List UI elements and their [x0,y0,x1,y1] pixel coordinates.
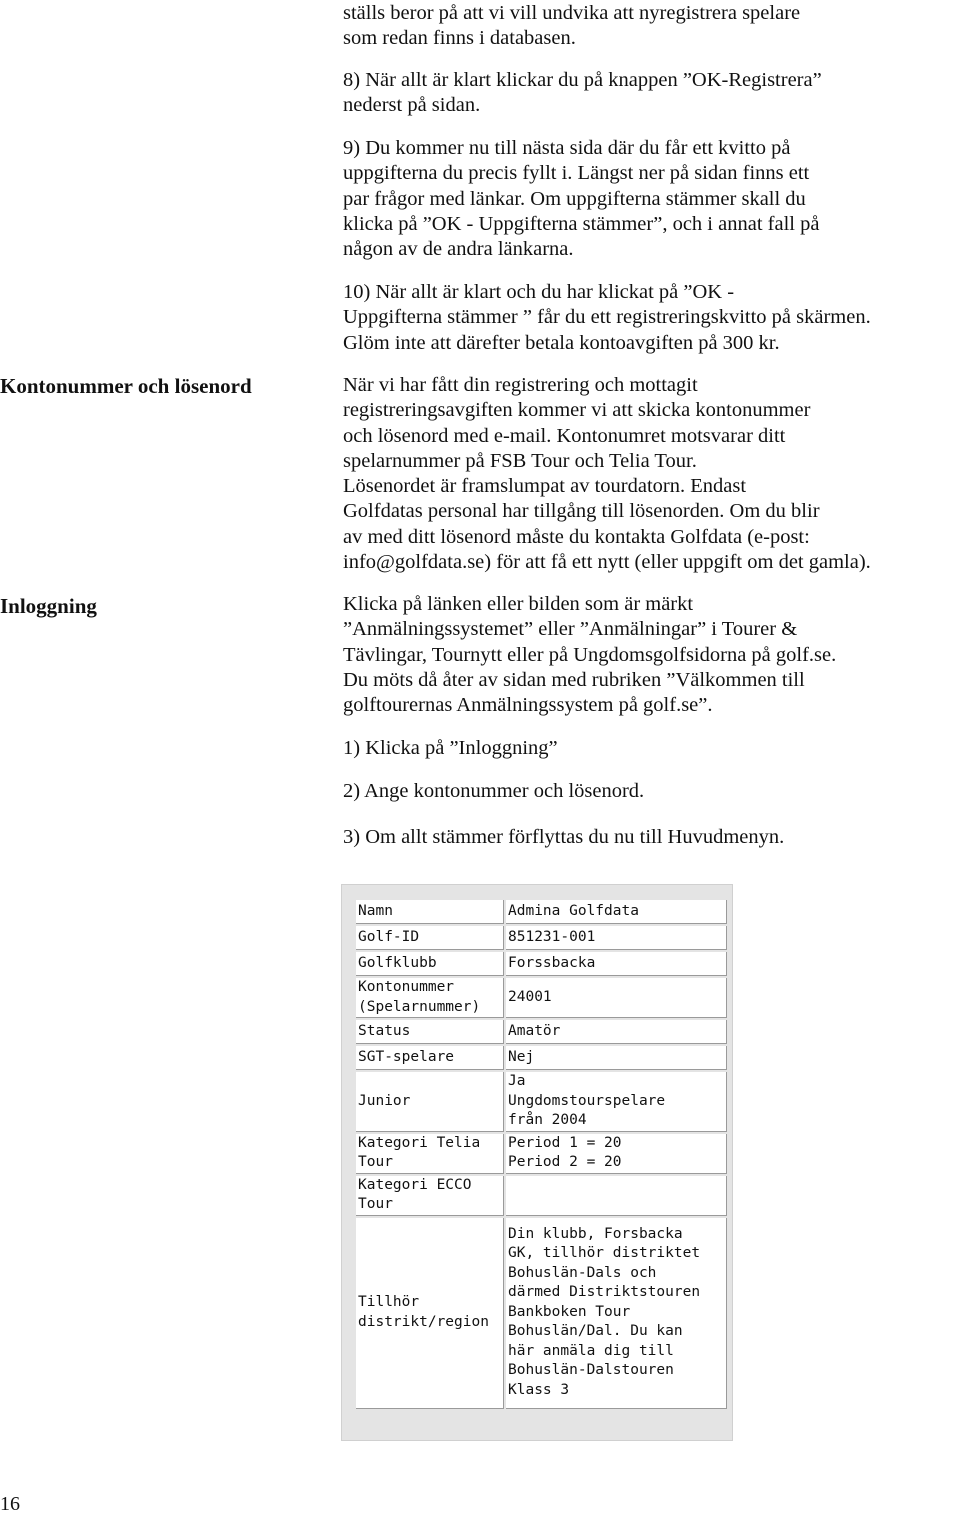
field-value: Din klubb, Forsbacka GK, tillhör distriktet Bohuslän-Dals och därmed Distriktstouren Bankboken Tour Bohuslän/Dal. Du kan här anmäla dig till Bohuslän-Dalstouren Klass 3 [506,1218,727,1409]
field-label: Golf-ID [356,926,504,950]
field-label: Golfklubb [356,952,504,976]
paragraph-login: Klicka på länken eller bilden som är märkt ”Anmälningssystemet” eller ”Anmälningar” i Tourer & Tävlingar, Tournytt eller på Ungdomsgolfsidorna på golf.se. Du möts då åter av sidan med rubriken ”Välkommen till golftourernas Anmälningssystem på golf.se”. [343,593,837,717]
table-row [356,952,727,976]
field-label: SGT-spelare [356,1046,504,1070]
table-row [356,1218,727,1409]
table-row [356,926,727,950]
paragraph-step-8: 8) När allt är klart klickar du på knappen ”OK-Registrera” nederst på sidan. [343,69,822,117]
paragraph-step-10: 10) När allt är klart och du har klickat på ”OK - Uppgifterna stämmer ” får du ett registreringskvitto på skärmen. Glöm inte att därefter betala kontoavgiften på 300 kr. [343,281,871,354]
field-value: 851231-001 [506,926,727,950]
account-details-screenshot [341,884,733,1441]
field-label: Status [356,1020,504,1044]
field-label: Kategori Telia Tour [356,1134,504,1174]
field-value: Ja Ungdomstourspelare från 2004 [506,1072,727,1132]
login-step-1: 1) Klicka på ”Inloggning” [343,737,558,759]
table-row [356,1072,727,1132]
paragraph-account: När vi har fått din registrering och mottagit registreringsavgiften kommer vi att skicka kontonummer och lösenord med e-mail. Kontonumret motsvarar ditt spelarnummer på FSB Tour och Telia Tour. Lösenordet är framslumpat av tourdatorn. Endast Golfdatas personal har tillgång till lösenorden. Om du blir av med ditt lösenord måste du kontakta Golfdata (e-post: info@golfdata.se) för att få ett nytt (eller uppgift om det gamla). [343,374,871,574]
paragraph-step-9: 9) Du kommer nu till nästa sida där du får ett kvitto på uppgifterna du precis fyllt i. Längst ner på sidan finns ett par frågor med länkar. Om uppgifterna stämmer skall du klicka på ”OK - Uppgifterna stämmer”, och i annat fall på någon av de andra länkarna. [343,137,820,261]
field-value: Nej [506,1046,727,1070]
table-row [356,1176,727,1216]
page-number: 16 [0,1493,20,1515]
table-row [356,978,727,1018]
field-label: Junior [356,1072,504,1132]
table-row [356,1046,727,1070]
field-value [506,1176,727,1216]
login-step-3: 3) Om allt stämmer förflyttas du nu till Huvudmenyn. [343,826,785,848]
side-heading-login: Inloggning [0,594,97,618]
login-step-2: 2) Ange kontonummer och lösenord. [343,780,645,802]
field-value: Admina Golfdata [506,900,727,924]
field-label: Namn [356,900,504,924]
field-label: Kategori ECCO Tour [356,1176,504,1216]
field-value: 24001 [506,978,727,1018]
table-row [356,1134,727,1174]
field-label: Tillhör distrikt/region [356,1218,504,1409]
field-label: Kontonummer (Spelarnummer) [356,978,504,1018]
table-row [356,1020,727,1044]
field-value: Period 1 = 20 Period 2 = 20 [506,1134,727,1174]
side-heading-account: Kontonummer och lösenord [0,374,252,398]
paragraph-intro-continued: ställs beror på att vi vill undvika att nyregistrera spelare som redan finns i databasen. [343,2,801,50]
table-row [356,900,727,924]
account-details-table [354,898,729,1411]
field-value: Forssbacka [506,952,727,976]
field-value: Amatör [506,1020,727,1044]
